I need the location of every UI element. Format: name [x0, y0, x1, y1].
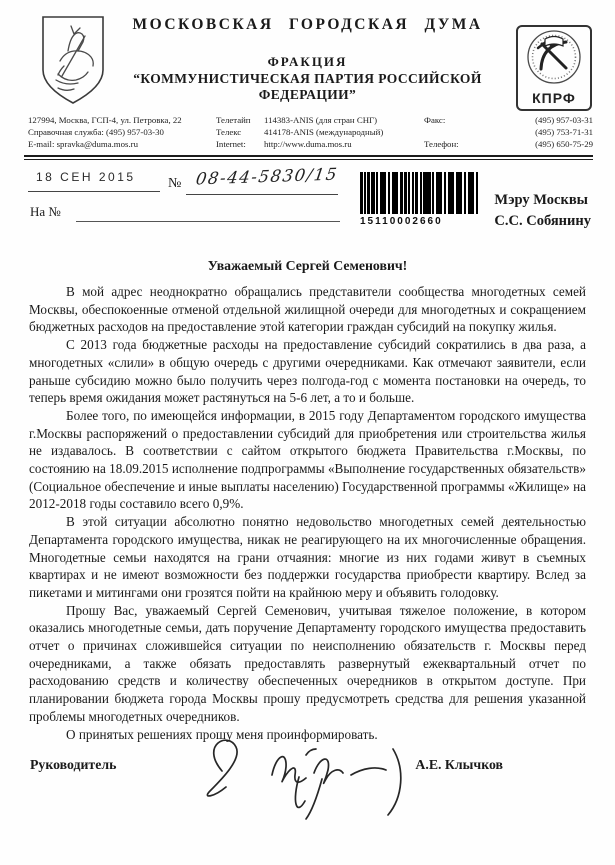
phone-row: Телефон: (495) 650-75-29	[424, 139, 593, 149]
address-line: 127994, Москва, ГСП-4, ул. Петровка, 22	[28, 115, 182, 125]
kprf-emblem-label: КПРФ	[532, 90, 576, 106]
phone-row: (495) 753-71-31	[535, 127, 593, 137]
fraction-label: ФРАКЦИЯ	[267, 54, 348, 69]
reply-underline	[76, 221, 340, 222]
barcode-number: 15110002660	[360, 216, 443, 227]
fraction-name: “КОММУНИСТИЧЕСКАЯ ПАРТИЯ РОССИЙСКОЙ ФЕДЕРАЦИИ”	[133, 71, 482, 102]
moscow-coat-of-arms-icon	[38, 14, 108, 111]
body-paragraph: В мой адрес неоднократно обращались представители сообщества многодетных семей Москвы, обеспокоенные отменой отдельной жилищной очереди для многодетных и сокращением бюджетных расходов на предоставление этой категории граждан субсидий на покупку жилья.	[29, 284, 586, 335]
kprf-emblem-icon	[515, 24, 593, 112]
reply-to-number-label: На №	[30, 204, 61, 219]
addressee-name: С.С. Собянину	[494, 213, 591, 229]
registration-barcode	[360, 172, 480, 227]
contact-address-column	[28, 114, 216, 150]
address-line: E-mail: spravka@duma.mos.ru	[28, 139, 138, 149]
signer-position: Руководитель	[30, 757, 117, 773]
date-underline	[28, 191, 160, 192]
contact-block	[28, 114, 593, 150]
salutation: Уважаемый Сергей Семенович!	[207, 258, 408, 273]
phone-row: Факс: (495) 957-03-31	[424, 115, 593, 125]
comm-row: Телекс 414178-ANIS (международный)	[216, 127, 384, 137]
contact-comm-column	[216, 114, 424, 150]
outgoing-number-handwritten: 08-44-5830/15	[194, 164, 340, 189]
address-line: Справочная служба: (495) 957-03-30	[28, 127, 164, 137]
letter-body	[29, 283, 586, 743]
body-paragraph: С 2013 года бюджетные расходы на предоставление субсидий сократились в два раза, а многодетных «слили» в общую очередь с другими очередниками. Как отмечают заявители, если раньше субсидию можно было получить через полгода-год с момента постановки на очередь, то теперь время ожидания может растянуться на 5-6 лет, а то и больше.	[29, 337, 586, 406]
body-paragraph: О принятых решениях прошу меня проинформировать.	[66, 726, 378, 742]
addressee-block	[494, 190, 591, 232]
reference-block	[0, 166, 615, 252]
signer-name: А.Е. Клычков	[415, 757, 503, 773]
comm-row: Телетайп 114383-ANIS (для стран СНГ)	[216, 115, 378, 125]
header-divider	[24, 155, 593, 160]
number-underline	[186, 194, 338, 195]
signature-row	[30, 757, 585, 773]
date-received-stamp: 18 СЕН 2015	[36, 170, 136, 184]
outgoing-number-label: №	[168, 176, 182, 191]
body-paragraph: Прошу Вас, уважаемый Сергей Семенович, учитывая тяжелое положение, в котором оказались многодетные семьи, дать поручение Департаменту городского имущества предоставить отчет о причинах сложившейся ситуации по неисполнению обязательств г. Москвы перед очередниками, а также обязать предоставлять развернутый ежеквартальный отчет по расходованию средств и количеству обеспеченных очередников в открытом доступе. При планировании бюджета города Москвы прошу предусмотреть средства для решения указанной проблемы многодетных очередников.	[29, 602, 586, 724]
org-title: МОСКОВСКАЯ ГОРОДСКАЯ ДУМА	[132, 16, 483, 33]
letterhead-titles	[118, 0, 497, 103]
body-paragraph: В этой ситуации абсолютно понятно недовольство многодетных семей деятельностью Департамента городского имущества, никак не реагирующего на их многочисленные обращения. Многодетные семьи находятся на грани отчаяния: многие из них годами живут в съемных квартирах и не имеют возможности без поддержки государства приобрести квартиру. Вслед за пикетами и митингами они грозятся пойти на крайнюю меру и объявить голодовку.	[29, 514, 586, 600]
barcode-bars-icon	[360, 172, 478, 214]
contact-phone-column	[424, 114, 593, 150]
addressee-title: Мэру Москвы	[494, 192, 588, 208]
letterhead	[0, 0, 615, 106]
comm-row: Internet: http://www.duma.mos.ru	[216, 139, 352, 149]
body-paragraph: Более того, по имеющейся информации, в 2015 году Департаментом городского имущества г.Москвы распоряжений о предоставлении субсидий для приобретения или строительства жилья не издавалось. В соответствии с сайтом открытого бюджета Правительства г.Москвы, по состоянию на 18.09.2015 исполнение подпрограммы «Выполнение государственных обязательств» (Социальное обеспечение и иные выплаты населению) Государственной программы «Жилище» на 2012-2018 годы составило всего 0,9%.	[29, 407, 586, 512]
